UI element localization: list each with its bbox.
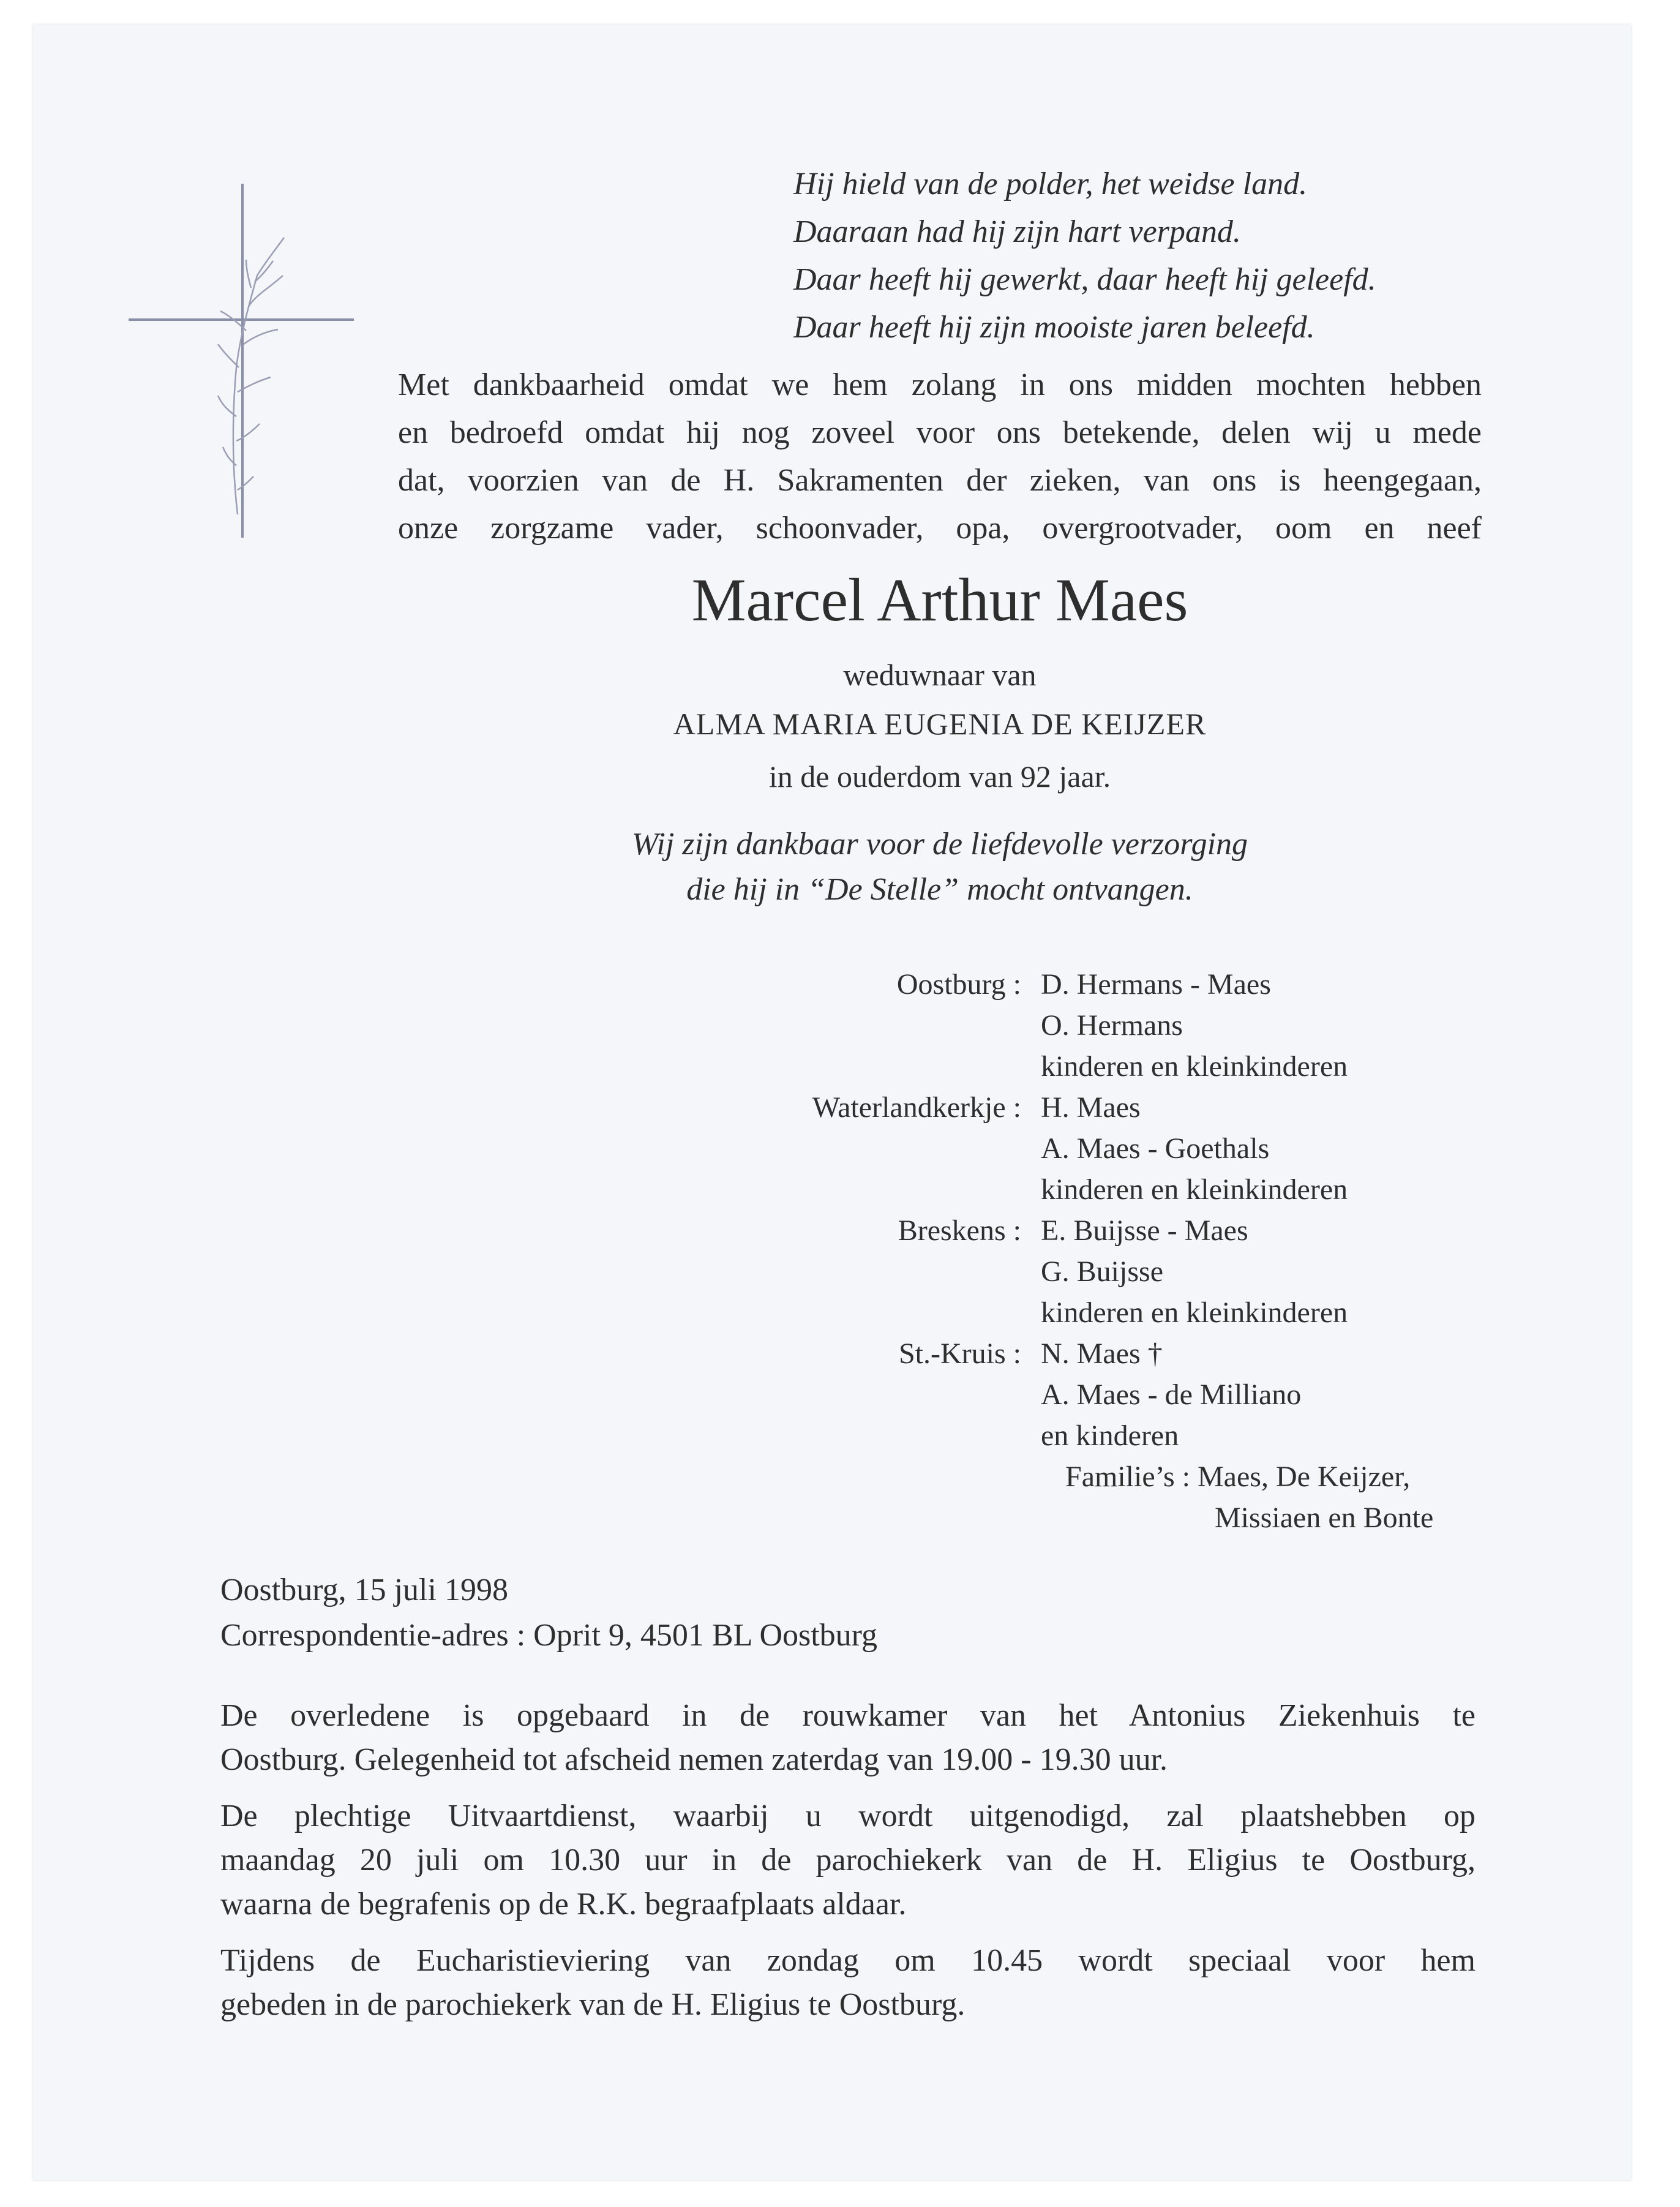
- family-member: A. Maes - de Milliano: [1041, 1378, 1302, 1411]
- family-member: G. Buijsse: [1041, 1255, 1164, 1288]
- family-place: St.-Kruis :: [898, 1337, 1021, 1370]
- widower-of-label: weduwnaar van: [843, 658, 1037, 692]
- paragraph-line: waarna de begrafenis op de R.K. begraafplaats aldaar.: [220, 1887, 907, 1922]
- family-member: D. Hermans - Maes: [1041, 968, 1271, 1001]
- announcement-intro: [398, 361, 1482, 552]
- intro-line: Met dankbaarheid omdat we hem zolang in ons midden mochten hebben: [398, 367, 1482, 402]
- correspondence-address: Correspondentie-adres : Oprit 9, 4501 BL Oostburg: [220, 1618, 878, 1653]
- cross-with-wheat-icon: [129, 184, 361, 551]
- family-member: kinderen en kleinkinderen: [1041, 1296, 1348, 1329]
- poem-line: Daar heeft hij zijn mooiste jaren beleefd.: [793, 310, 1315, 345]
- place-date: Oostburg, 15 juli 1998: [220, 1573, 508, 1607]
- families-line: [1065, 1456, 1531, 1538]
- place-date-block: [220, 1568, 877, 1658]
- service-details: [220, 1694, 1476, 2039]
- spouse-name: ALMA MARIA EUGENIA DE KEIJZER: [673, 707, 1207, 741]
- poem-line: Hij hield van de polder, het weidse land.: [793, 167, 1308, 201]
- thanks-text: [398, 822, 1482, 912]
- paragraph-line: gebeden in de parochiekerk van de H. Eligius te Oostburg.: [220, 1987, 966, 2022]
- family-member: O. Hermans: [1041, 1009, 1183, 1042]
- paragraph-funeral: [220, 1794, 1476, 1927]
- family-group: [673, 1087, 1531, 1210]
- family-place: Oostburg :: [896, 968, 1021, 1001]
- paragraph-line: De plechtige Uitvaartdienst, waarbij u wordt uitgenodigd, zal plaatshebben op: [220, 1799, 1476, 1833]
- family-member: kinderen en kleinkinderen: [1041, 1050, 1348, 1083]
- family-member: H. Maes: [1041, 1091, 1141, 1124]
- paragraph-line: De overledene is opgebaard in de rouwkamer van het Antonius Ziekenhuis te: [220, 1698, 1476, 1733]
- family-group: [673, 964, 1531, 1087]
- intro-line: en bedroefd omdat hij nog zoveel voor ons betekende, delen wij u mede: [398, 415, 1482, 450]
- family-member: E. Buijsse - Maes: [1041, 1214, 1248, 1247]
- families-line-1: Familie’s : Maes, De Keijzer,: [1065, 1461, 1411, 1493]
- intro-line: onze zorgzame vader, schoonvader, opa, overgrootvader, oom en neef: [398, 511, 1482, 546]
- paragraph-line: Oostburg. Gelegenheid tot afscheid nemen zaterdag van 19.00 - 19.30 uur.: [220, 1742, 1168, 1777]
- family-place: Breskens :: [898, 1214, 1021, 1247]
- paragraph-line: Tijdens de Eucharistieviering van zondag om 10.45 wordt speciaal voor hem: [220, 1943, 1476, 1978]
- family-member: N. Maes †: [1041, 1337, 1163, 1370]
- poem-line: Daar heeft hij gewerkt, daar heeft hij geleefd.: [793, 262, 1376, 297]
- family-group: [673, 1333, 1531, 1456]
- deceased-name: Marcel Arthur Maes: [691, 566, 1188, 634]
- family-member: A. Maes - Goethals: [1041, 1132, 1270, 1165]
- family-member: kinderen en kleinkinderen: [1041, 1173, 1348, 1206]
- family-member: en kinderen: [1041, 1419, 1179, 1452]
- intro-line: dat, voorzien van de H. Sakramenten der zieken, van ons is heengegaan,: [398, 463, 1482, 498]
- family-group: [673, 1210, 1531, 1333]
- paragraph-viewing: [220, 1694, 1476, 1782]
- families-line-2: Missiaen en Bonte: [1215, 1502, 1434, 1534]
- thanks-line: die hij in “De Stelle” mocht ontvangen.: [686, 872, 1193, 907]
- paragraph-mass: [220, 1939, 1476, 2027]
- family-list: [673, 964, 1531, 1538]
- paragraph-line: maandag 20 juli om 10.30 uur in de parochiekerk van de H. Eligius te Oostburg,: [220, 1843, 1476, 1878]
- family-place: Waterlandkerkje :: [812, 1091, 1021, 1124]
- thanks-line: Wij zijn dankbaar voor de liefdevolle verzorging: [631, 827, 1248, 862]
- age-text: in de ouderdom van 92 jaar.: [768, 759, 1111, 794]
- poem: [793, 160, 1589, 352]
- poem-line: Daaraan had hij zijn hart verpand.: [793, 214, 1241, 249]
